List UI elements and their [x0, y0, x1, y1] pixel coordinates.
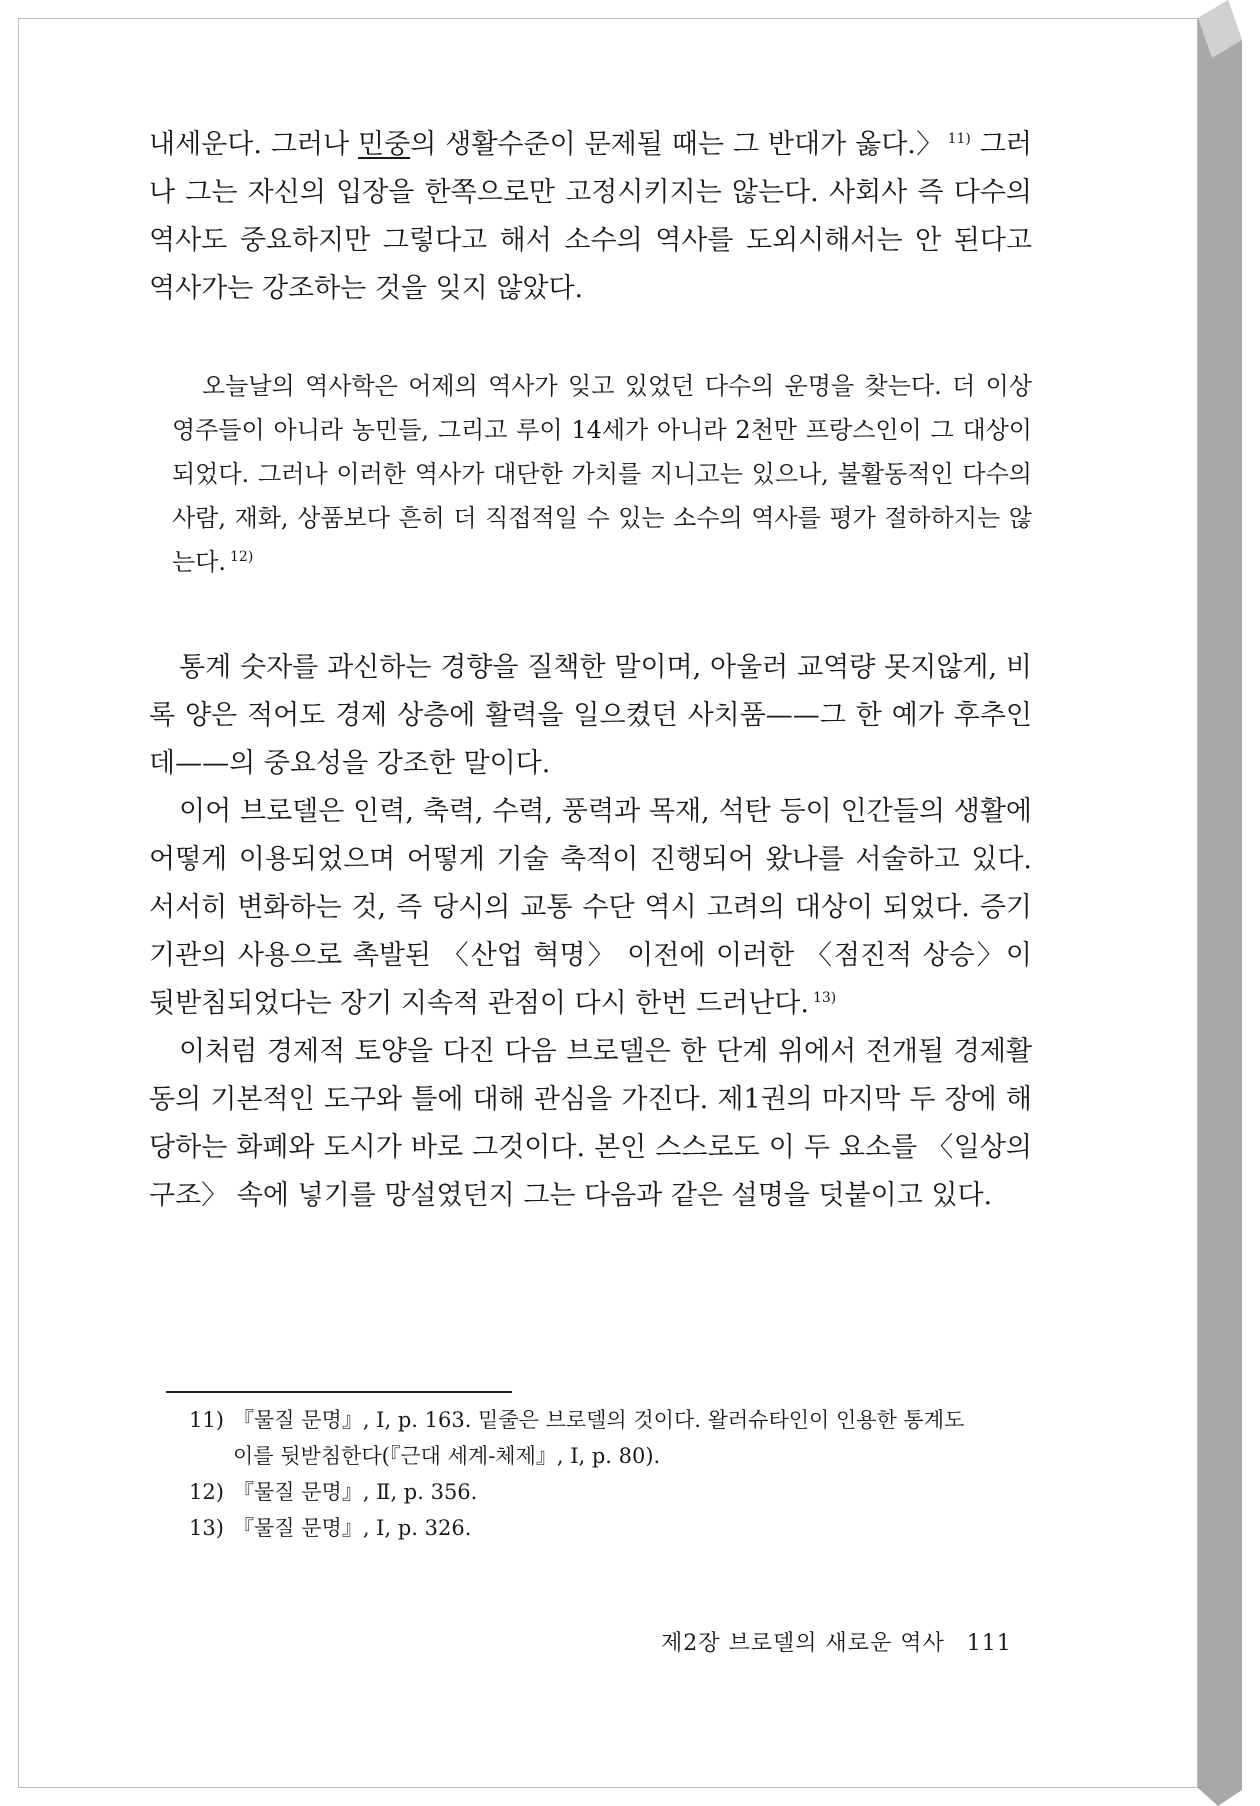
footnote-12: 12) 『물질 문명』, Ⅱ, p. 356.: [189, 1480, 478, 1504]
footnote-ref-13: 13): [812, 990, 837, 1006]
paragraph-1: 내세운다. 그러나 민중의 생활수준이 문제될 때는 그 반대가 옳다.〉 $^{11)}$ 그러나 그는 자신의 입장을 한쪽으로만 고정시키지는 않는다. 사회사 즉 다수의 역사도 중요하지만 그렇다고 해서 소수의 역사를 도외시해서는 안 된다고 역사가는 강조하는 것을 잊지 않았다.: [149, 129, 1032, 304]
footnote-rule: [166, 1391, 512, 1393]
footnote-ref-11: 11): [947, 131, 971, 147]
page-number: 111: [966, 1631, 1012, 1656]
block-quote: 오늘날의 역사학은 어제의 역사가 잊고 있었던 다수의 운명을 찾는다. 더 이상 영주들이 아니라 농민들, 그리고 루이 14세가 아니라 2천만 프랑스인이 그 대상이 되었다. 그러나 이러한 역사가 대단한 가치를 지니고는 있으나, 불활동적인 다수의 사람, 재화, 상품보다 흔히 더 직접적일 수 있는 소수의 역사를 평가 절하하지는 않는다. $^{12)}$: [172, 372, 1032, 576]
paragraph-4: 이처럼 경제적 토양을 다진 다음 브로델은 한 단계 위에서 전개될 경제활동의 기본적인 도구와 틀에 대해 관심을 가진다. 제1권의 마지막 두 장에 해당하는 화폐와 도시가 바로 그것이다. 본인 스스로도 이 두 요소를 〈일상의 구조〉 속에 넣기를 망설였던지 그는 다음과 같은 설명을 덧붙이고 있다.: [149, 1036, 1032, 1211]
paragraph-2: 통계 숫자를 과신하는 경향을 질책한 말이며, 아울러 교역량 못지않게, 비록 양은 적어도 경제 상층에 활력을 일으켰던 사치품——그 한 예가 후추인데——의 중요성을 강조한 말이다.: [149, 652, 1032, 779]
paragraph-3: 이어 브로델은 인력, 축력, 수력, 풍력과 목재, 석탄 등이 인간들의 생활에 어떻게 이용되었으며 어떻게 기술 축적이 진행되어 왔나를 서술하고 있다. 서서히 변화하는 것, 즉 당시의 교통 수단 역시 고려의 대상이 되었다. 증기 기관의 사용으로 촉발된 〈산업 혁명〉 이전에 이러한 〈점진적 상승〉이 뒷받침되었다는 장기 지속적 관점이 다시 한번 드러난다. $^{13)}$: [149, 796, 1032, 1019]
footnote-11: 11) 『물질 문명』, Ⅰ, p. 163. 밑줄은 브로델의 것이다. 왈러슈타인이 인용한 통계도: [189, 1408, 965, 1432]
footnotes: [189, 1402, 1032, 1546]
page-edge-shadow: [1198, 0, 1242, 1806]
footnote-ref-12: 12): [230, 549, 254, 565]
footnote-13: 13) 『물질 문명』, Ⅰ, p. 326.: [189, 1516, 472, 1540]
chapter-title: 제2장 브로델의 새로운 역사: [661, 1631, 945, 1656]
underlined-word: 민중: [358, 129, 411, 160]
running-footer: [661, 1626, 1012, 1657]
footnote-11-continuation: 이를 뒷받침한다(『근대 세계-체제』, Ⅰ, p. 80).: [233, 1444, 661, 1468]
body-text: [149, 644, 1032, 1220]
